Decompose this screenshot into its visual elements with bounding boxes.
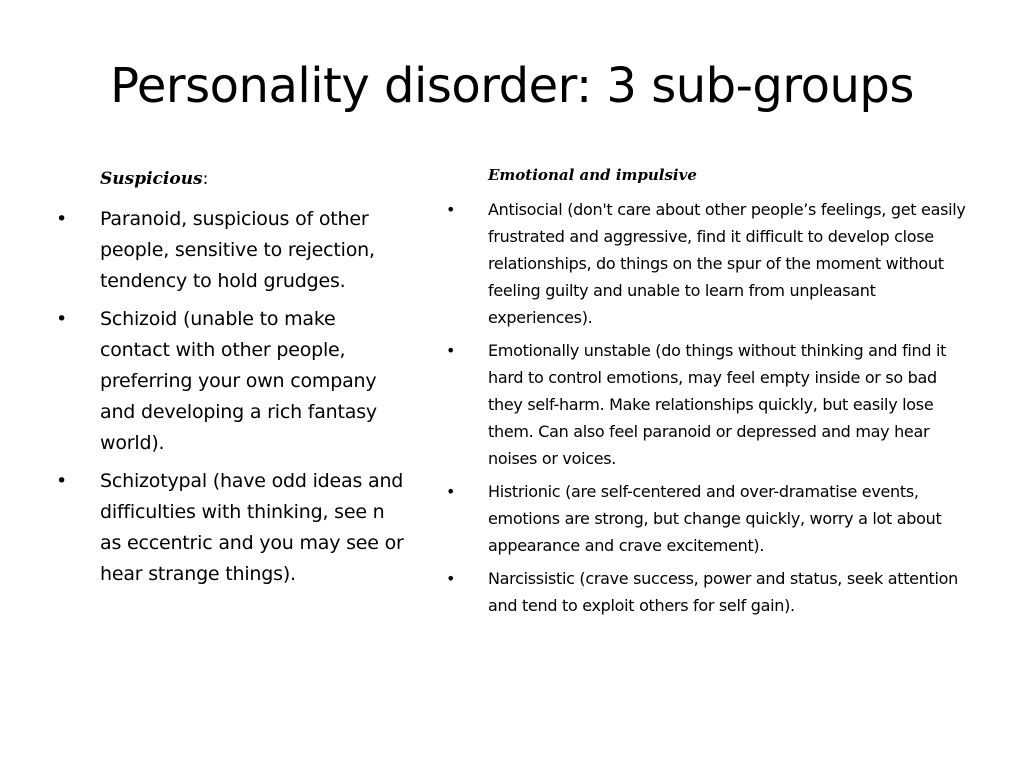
slide-title: Personality disorder: 3 sub-groups bbox=[110, 58, 914, 114]
bullet-icon: • bbox=[56, 207, 68, 230]
bullet-icon: • bbox=[446, 200, 456, 219]
list-item-text: Narcissistic (crave success, power and status, seek attention and tend to exploit others for self gain). bbox=[488, 569, 958, 615]
bullet-icon: • bbox=[56, 469, 68, 492]
list-item bbox=[446, 478, 976, 559]
right-column-heading: Emotional and impulsive bbox=[488, 166, 697, 184]
list-item-text: Schizoid (unable to make contact with other people, preferring your own company and developing a rich fantasy world). bbox=[100, 307, 377, 454]
right-column-list bbox=[446, 196, 976, 619]
list-item bbox=[56, 466, 406, 590]
list-item bbox=[446, 196, 976, 331]
list-item-text: Emotionally unstable (do things without thinking and find it hard to control emotions, may feel empty inside or so bad they self-harm. Make relationships quickly, but easily lose them. Can also feel paranoid or depressed and may hear noises or voices. bbox=[488, 341, 947, 468]
left-column-list bbox=[56, 204, 406, 590]
bullet-icon: • bbox=[446, 482, 456, 501]
list-item-text: Paranoid, suspicious of other people, sensitive to rejection, tendency to hold grudges. bbox=[100, 207, 375, 292]
list-item bbox=[446, 565, 976, 619]
list-item bbox=[56, 204, 406, 297]
list-item-text: Histrionic (are self-centered and over-dramatise events, emotions are strong, but change quickly, worry a lot about appearance and crave excitement). bbox=[488, 482, 942, 555]
list-item-text: Schizotypal (have odd ideas and difficulties with thinking, see n as eccentric and you may see or hear strange things). bbox=[100, 469, 404, 585]
left-column-heading-suffix: : bbox=[202, 169, 209, 189]
bullet-icon: • bbox=[56, 307, 68, 330]
bullet-icon: • bbox=[446, 569, 456, 588]
list-item-text: Antisocial (don't care about other people’s feelings, get easily frustrated and aggressive, find it difficult to develop close relationships, do things on the spur of the moment without feeling guilty and unable to learn from unpleasant experiences). bbox=[488, 200, 966, 327]
list-item bbox=[446, 337, 976, 472]
left-column bbox=[56, 168, 406, 597]
right-column bbox=[446, 165, 976, 625]
list-item bbox=[56, 304, 406, 459]
bullet-icon: • bbox=[446, 341, 456, 360]
left-column-heading-text: Suspicious bbox=[100, 169, 203, 189]
left-column-heading bbox=[56, 168, 406, 192]
